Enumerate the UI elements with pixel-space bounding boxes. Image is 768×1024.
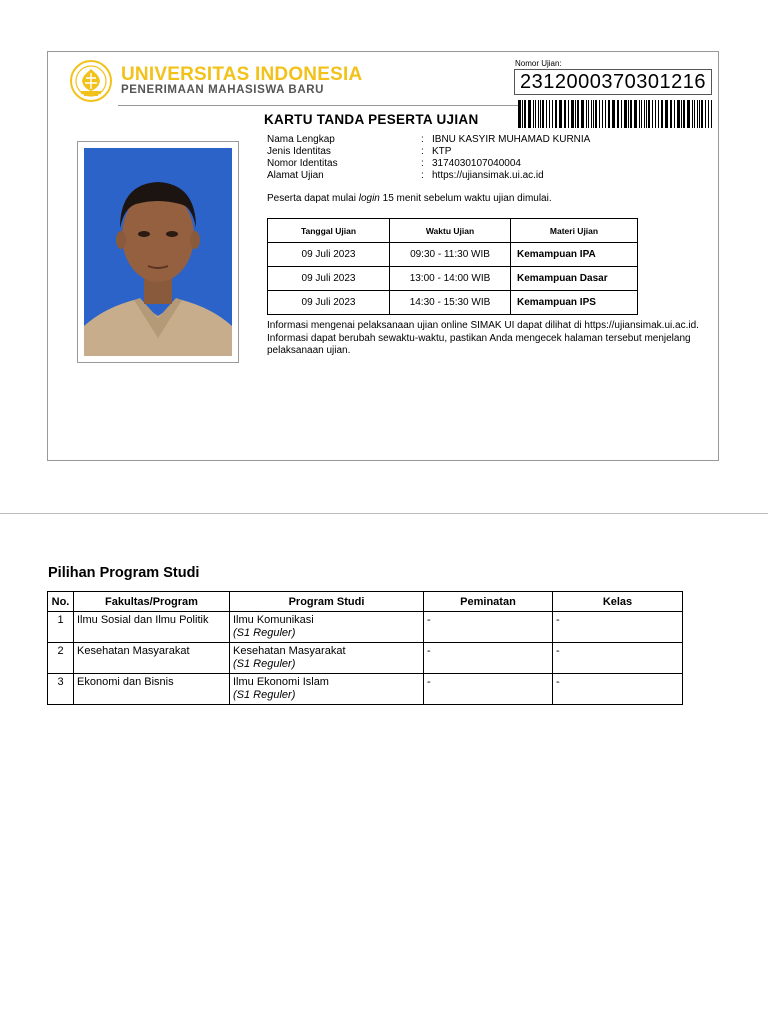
table-row: 3 Ekonomi dan Bisnis Ilmu Ekonomi Islam (S1 Reguler) - - <box>48 674 683 705</box>
participant-name: IBNU KASYIR MUHAMAD KURNIA <box>432 134 591 145</box>
exam-schedule-table <box>267 218 638 315</box>
table-row: 1 Ilmu Sosial dan Ilmu Politik Ilmu Komunikasi (S1 Reguler) - - <box>48 612 683 643</box>
exam-address: https://ujiansimak.ui.ac.id <box>432 170 544 181</box>
prodi-section-title: Pilihan Program Studi <box>48 565 200 581</box>
header-divider <box>118 105 518 106</box>
participant-photo <box>84 148 232 356</box>
university-name: UNIVERSITAS INDONESIA <box>121 64 363 85</box>
login-note: Peserta dapat mulai login 15 menit sebelum waktu ujian dimulai. <box>267 193 552 204</box>
university-logo-icon <box>70 60 112 102</box>
info-note: Informasi mengenai pelaksanaan ujian online SIMAK UI dapat dilihat di https://ujiansimak.ui.ac.id. Informasi dapat berubah sewaktu-waktu, pastikan Anda mengecek halaman tersebut menjelang pelaksanaan ujian. <box>267 320 699 356</box>
table-row: 2 Kesehatan Masyarakat Kesehatan Masyarakat (S1 Reguler) - - <box>48 643 683 674</box>
exam-number: 2312000370301216 <box>514 69 712 95</box>
table-row: 09 Juli 2023 14:30 - 15:30 WIB Kemampuan IPS <box>268 291 638 315</box>
table-row: 09 Juli 2023 09:30 - 11:30 WIB Kemampuan IPA <box>268 243 638 267</box>
id-type: KTP <box>432 146 452 157</box>
person-portrait-icon <box>84 148 232 356</box>
participant-photo-frame <box>77 141 239 363</box>
id-number: 3174030107040004 <box>432 158 521 169</box>
exam-number-label: Nomor Ujian: <box>515 59 562 68</box>
table-row: 09 Juli 2023 13:00 - 14:00 WIB Kemampuan Dasar <box>268 267 638 291</box>
card-title: KARTU TANDA PESERTA UJIAN <box>264 112 479 127</box>
university-subtitle: PENERIMAAN MAHASISWA BARU <box>121 84 325 96</box>
table-header-row: Tanggal Ujian Waktu Ujian Materi Ujian <box>268 219 638 243</box>
study-program-table <box>47 591 683 705</box>
table-header-row: No. Fakultas/Program Program Studi Peminatan Kelas <box>48 592 683 612</box>
exam-card: UNIVERSITAS INDONESIA PENERIMAAN MAHASISWA BARU Nomor Ujian: 2312000370301216 KARTU TANDA PESERTA UJIAN Nama Lengkap : IBNU KASYIR MUHAMAD KURNIA Jenis Identitas : KTP Nomor Identitas : 3174030107040004 Alamat Ujian : https://ujiansimak.ui.ac.id Peserta dapat mulai login 15 menit sebelum waktu ujian dimulai. Tanggal Ujian Waktu Ujian Materi Ujian 09 Juli 2023 09:30 - 11:30 WIB Kemampuan IPA 09 Juli 2023 13:00 - 14:00 WIB Kemampuan Dasar 09 Juli 2023 14:30 - 15:30 WIB Kemampuan IPS Informasi mengenai pelaksanaan ujian online SIMAK UI dapat dilihat di https://ujiansimak.ui.ac.id. Informasi dapat berubah sewaktu-waktu, pastikan Anda mengecek halaman tersebut menjelang pelaksanaan ujian. <box>47 51 719 461</box>
barcode-icon <box>518 100 716 128</box>
page-divider <box>0 513 768 514</box>
